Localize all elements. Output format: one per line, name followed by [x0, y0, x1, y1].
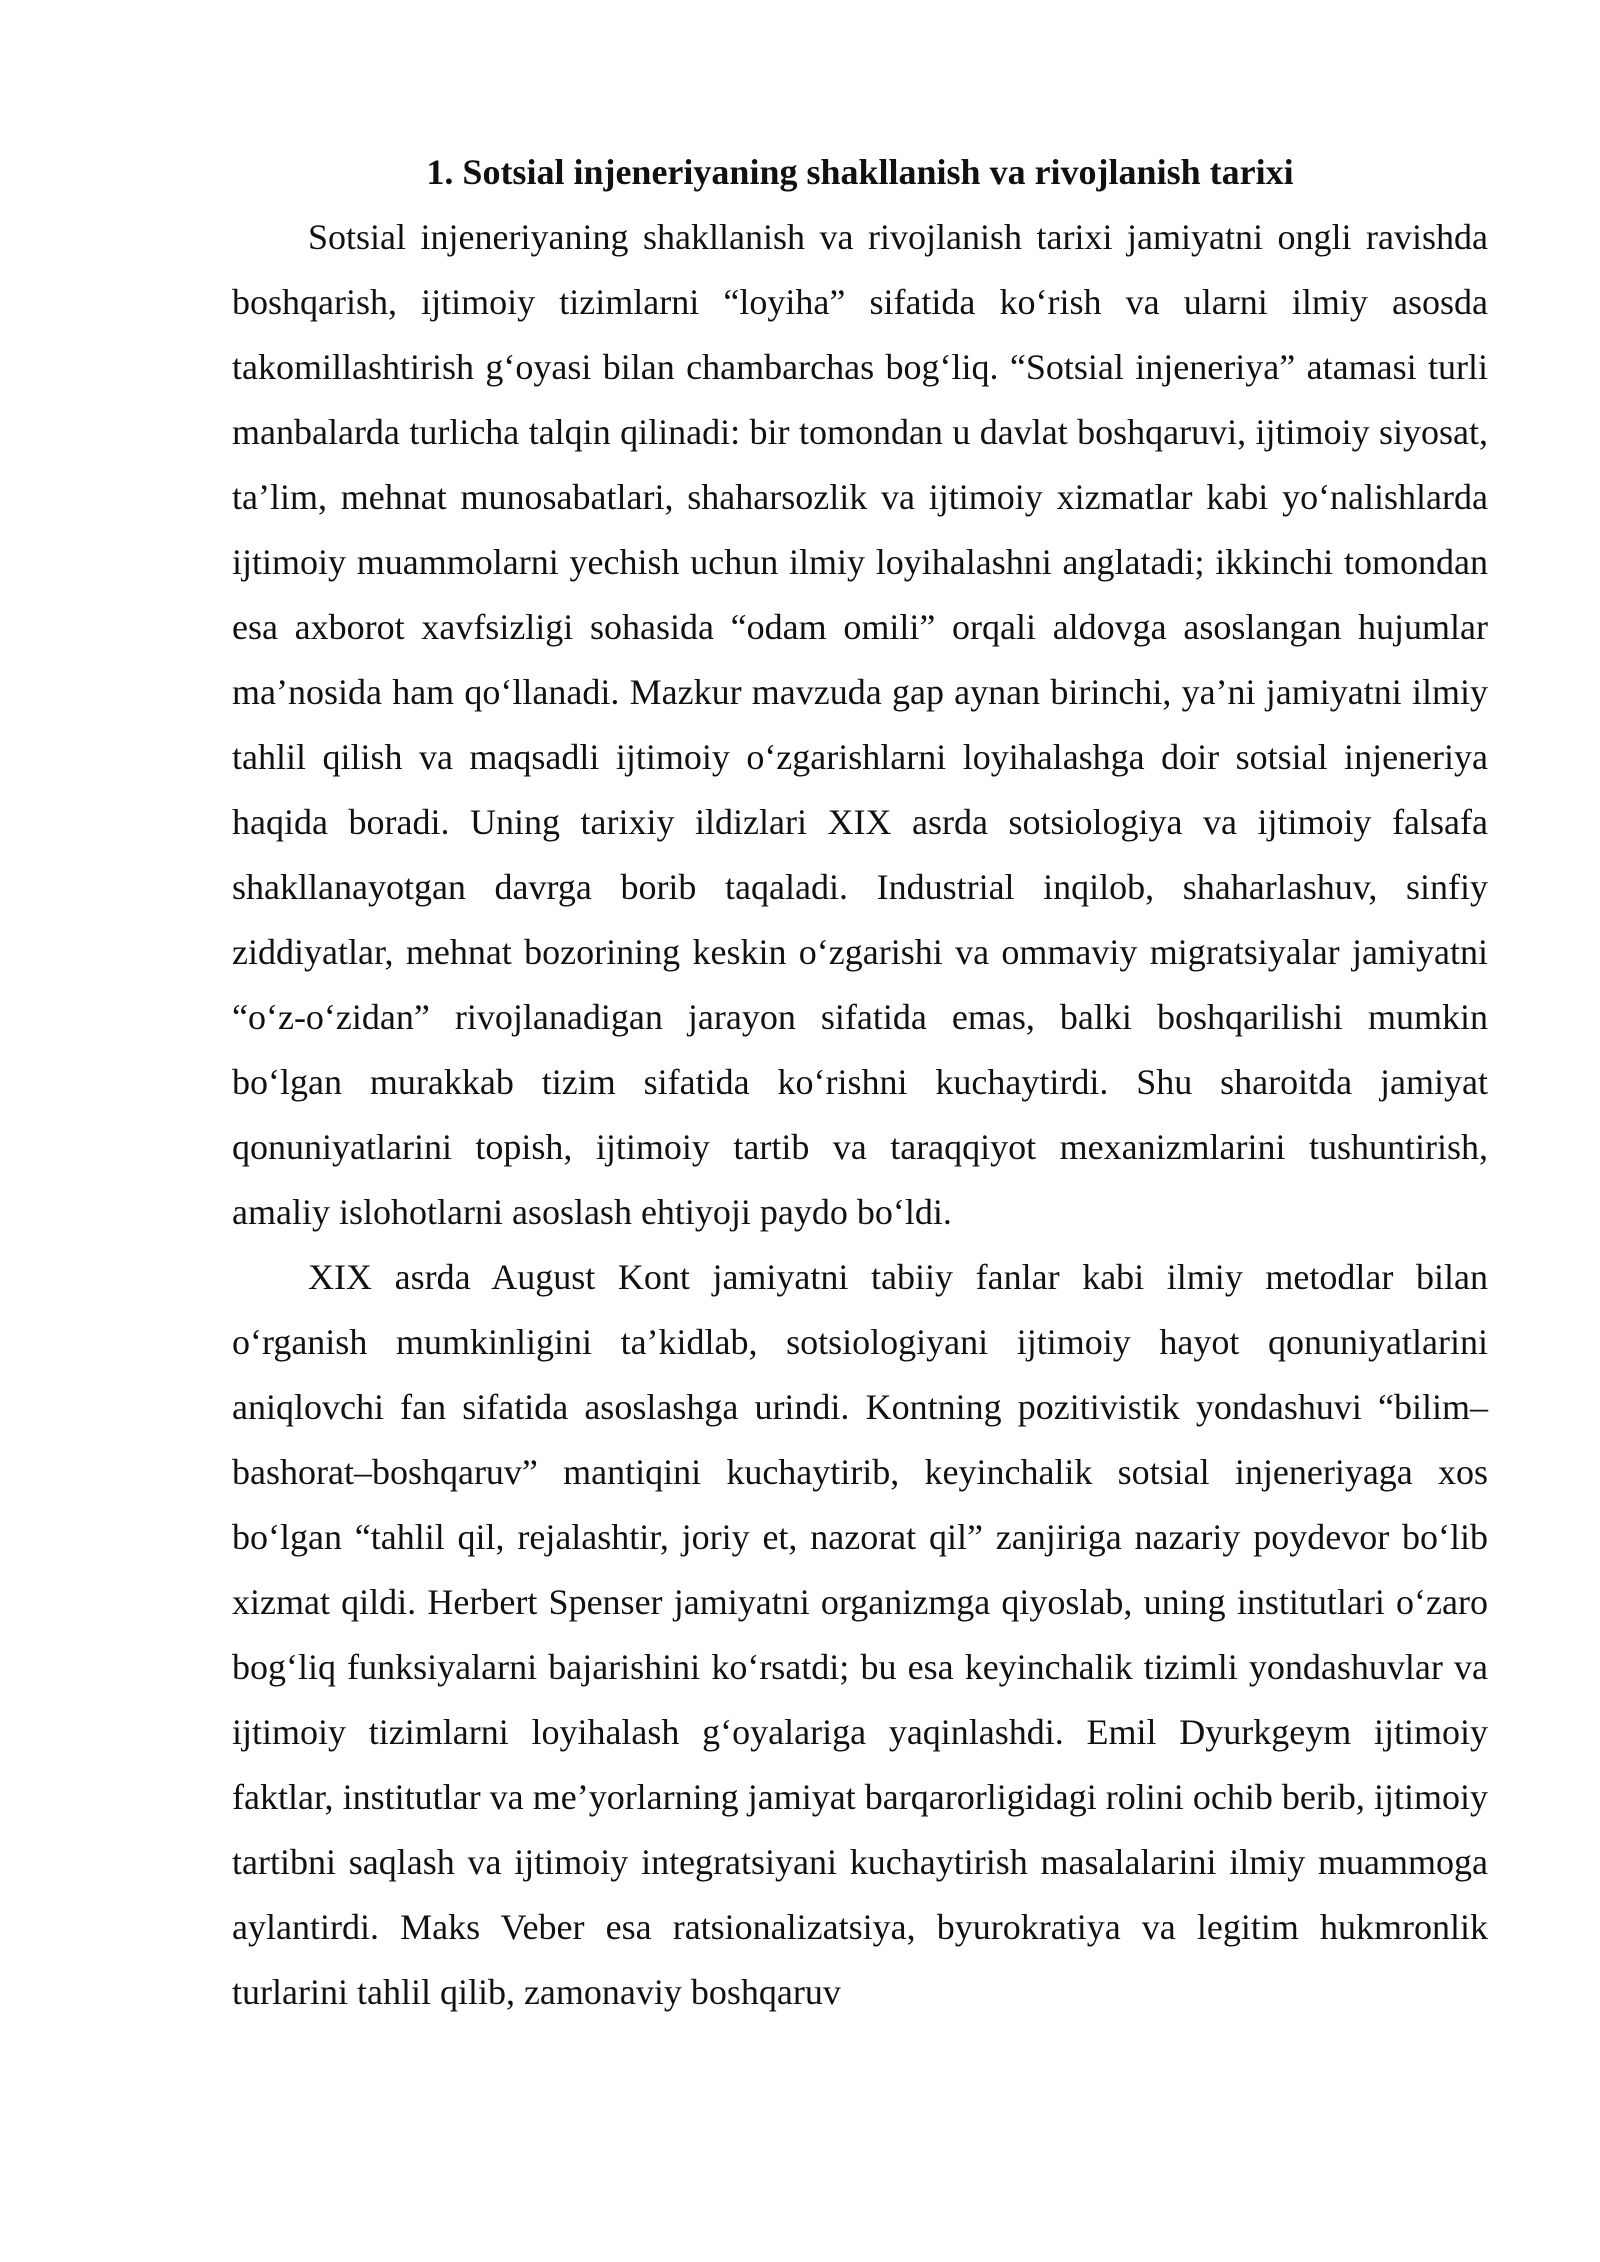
paragraph-1: Sotsial injeneriyaning shakllanish va rivojlanish tarixi jamiyatni ongli ravishda boshqarish, ijtimoiy tizimlarni “loyiha” sifatida ko‘rish va ularni ilmiy asosda takomillashtirish g‘oyasi bilan chambarchas bog‘liq. “Sotsial injeneriya” atamasi turli manbalarda turlicha talqin qilinadi: bir tomondan u davlat boshqaruvi, ijtimoiy siyosat, ta’lim, mehnat munosabatlari, shaharsozlik va ijtimoiy xizmatlar kabi yo‘nalishlarda ijtimoiy muammolarni yechish uchun ilmiy loyihalashni anglatadi; ikkinchi tomondan esa axborot xavfsizligi sohasida “odam omili” orqali aldovga asoslangan hujumlar ma’nosida ham qo‘llanadi. Mazkur mavzuda gap aynan birinchi, ya’ni jamiyatni ilmiy tahlil qilish va maqsadli ijtimoiy o‘zgarishlarni loyihalashga doir sotsial injeneriya haqida boradi. Uning tarixiy ildizlari XIX asrda sotsiologiya va ijtimoiy falsafa shakllanayotgan davrga borib taqaladi. Industrial inqilob, shaharlashuv, sinfiy ziddiyatlar, mehnat bozorining keskin o‘zgarishi va ommaviy migratsiyalar jamiyatni “o‘z-o‘zidan” rivojlanadigan jarayon sifatida emas, balki boshqarilishi mumkin bo‘lgan murakkab tizim sifatida ko‘rishni kuchaytirdi. Shu sharoitda jamiyat qonuniyatlarini topish, ijtimoiy tartib va taraqqiyot mexanizmlarini tushuntirish, amaliy islohotlarni asoslash ehtiyoji paydo bo‘ldi.: [232, 217, 1488, 1232]
paragraph-2: XIX asrda August Kont jamiyatni tabiiy fanlar kabi ilmiy metodlar bilan o‘rganish mumkinligini ta’kidlab, sotsiologiyani ijtimoiy hayot qonuniyatlarini aniqlovchi fan sifatida asoslashga urindi. Kontning pozitivistik yondashuvi “bilim–bashorat–boshqaruv” mantiqini kuchaytirib, keyinchalik sotsial injeneriyaga xos bo‘lgan “tahlil qil, rejalashtir, joriy et, nazorat qil” zanjiriga nazariy poydevor bo‘lib xizmat qildi. Herbert Spenser jamiyatni organizmga qiyoslab, uning institutlari o‘zaro bog‘liq funksiyalarni bajarishini ko‘rsatdi; bu esa keyinchalik tizimli yondashuvlar va ijtimoiy tizimlarni loyihalash g‘oyalariga yaqinlashdi. Emil Dyurkgeym ijtimoiy faktlar, institutlar va me’yorlarning jamiyat barqarorligidagi rolini ochib berib, ijtimoiy tartibni saqlash va ijtimoiy integratsiyani kuchaytirish masalalarini ilmiy muammoga aylantirdi. Maks Veber esa ratsionalizatsiya, byurokratiya va legitim hukmronlik turlarini tahlil qilib, zamonaviy boshqaruv: [232, 1257, 1488, 2012]
document-page: [232, 140, 1488, 2025]
section-title: 1. Sotsial injeneriyaning shakllanish va rivojlanish tarixi: [426, 152, 1294, 192]
